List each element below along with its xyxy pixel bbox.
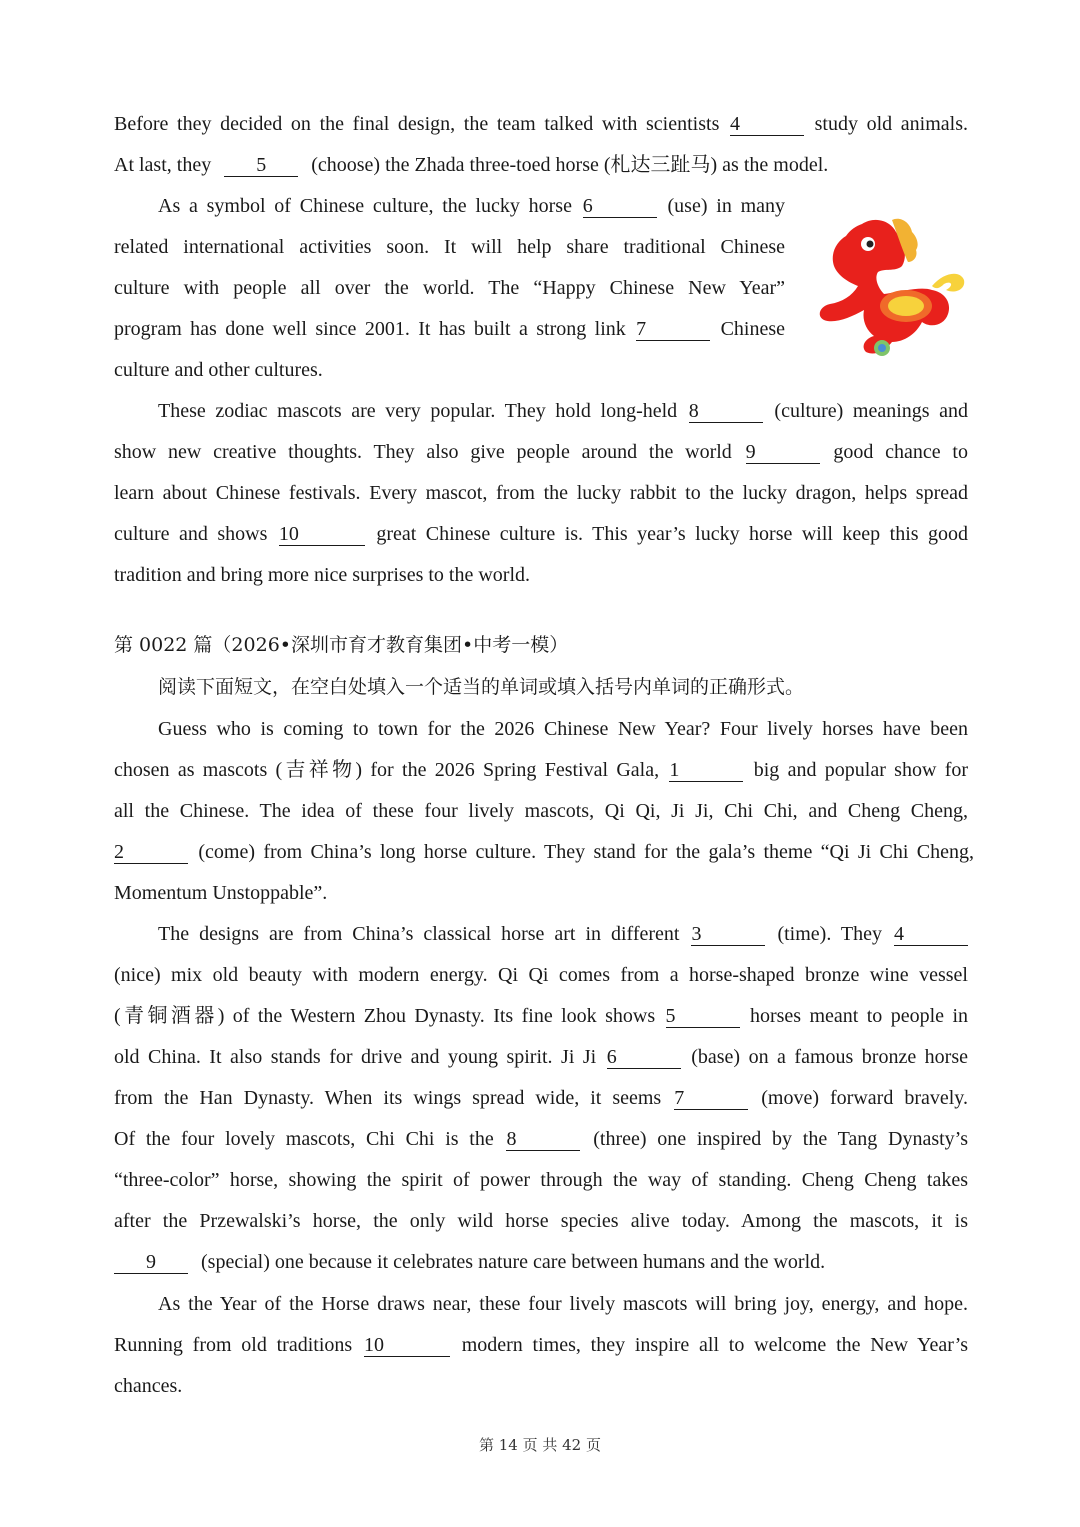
passage-a-line: culture with people all over the world. The “Happy Chinese New Year” [114, 277, 785, 299]
text-segment: good chance to [833, 441, 968, 463]
passage-a-line [114, 315, 785, 343]
text-segment: (use) in many [667, 195, 786, 217]
answer-blank: 4 [894, 923, 968, 946]
text-segment: culture and shows [114, 523, 268, 545]
answer-blank: 6 [583, 195, 657, 218]
text-segment: chosen as mascots (吉祥物) for the 2026 Spring Festival Gala, [114, 759, 660, 781]
answer-blank: 4 [730, 113, 804, 136]
text-segment: from the Han Dynasty. When its wings spread wide, it seems [114, 1087, 662, 1109]
text-segment: At last, they [114, 154, 212, 176]
passage-b-line [114, 1125, 968, 1153]
horse-tail-shape [932, 274, 964, 292]
text-segment: program has done well since 2001. It has built a strong link [114, 318, 626, 340]
passage-b-line [114, 1002, 968, 1030]
passage-b-line: Momentum Unstoppable”. [114, 882, 328, 904]
answer-blank: 8 [689, 400, 763, 423]
answer-blank: 10 [279, 523, 365, 546]
passage-b-line: As the Year of the Horse draws near, these four lively mascots will bring joy, energy, and hope. [158, 1293, 968, 1315]
text-segment: These zodiac mascots are very popular. They hold long-held [158, 400, 678, 422]
answer-blank: 1 [669, 759, 743, 782]
answer-blank: 5 [666, 1005, 740, 1028]
text-segment: As a symbol of Chinese culture, the lucky horse [158, 195, 572, 217]
passage-b-line: after the Przewalski’s horse, the only wild horse species alive today. Among the mascots, it is [114, 1210, 968, 1232]
saddle-pattern-shape [888, 296, 924, 316]
passage-a-line: tradition and bring more nice surprises to the world. [114, 564, 531, 586]
text-segment: Of the four lovely mascots, Chi Chi is the [114, 1128, 494, 1150]
instruction-text: 阅读下面短文，在空白处填入一个适当的单词或填入括号内单词的正确形式。 [158, 676, 805, 698]
passage-b-line: all the Chinese. The idea of these four lively mascots, Qi Qi, Ji Ji, Chi Chi, and Cheng Cheng, [114, 800, 968, 822]
passage-a-line [158, 397, 968, 425]
text-segment: big and popular show for [753, 759, 969, 781]
answer-blank: 7 [674, 1087, 748, 1110]
text-segment: (time). They [777, 923, 883, 945]
passage-b-line [114, 1043, 968, 1071]
text-segment: (base) on a famous bronze horse [691, 1046, 969, 1068]
passage-b-line [114, 1084, 968, 1112]
passage-b-line: (nice) mix old beauty with modern energy. Qi Qi comes from a horse-shaped bronze wine vessel [114, 964, 968, 986]
text-segment: (move) forward bravely. [761, 1087, 968, 1109]
answer-blank: 2 [114, 841, 188, 864]
passage-a-line [158, 192, 785, 220]
answer-blank: 6 [607, 1046, 681, 1069]
text-segment: old China. It also stands for drive and young spirit. Ji Ji [114, 1046, 597, 1068]
text-segment: great Chinese culture is. This year’s lucky horse will keep this good [376, 523, 969, 545]
answer-blank: 9 [746, 441, 820, 464]
passage-b-line [114, 838, 974, 866]
passage-a-line [114, 520, 968, 548]
section-heading: 第 0022 篇（2026•深圳市育才教育集团•中考一模） [114, 634, 569, 656]
text-segment: (three) one inspired by the Tang Dynasty’s [593, 1128, 969, 1150]
text-segment: (come) from China’s long horse culture. They stand for the gala’s theme “Qi Ji Chi Cheng, [198, 841, 975, 863]
answer-blank: 9 [114, 1251, 188, 1274]
passage-a-line: learn about Chinese festivals. Every mascot, from the lucky rabbit to the lucky dragon, helps spread [114, 482, 968, 504]
passage-a-line: related international activities soon. It will help share traditional Chinese [114, 236, 785, 258]
flower-center-shape [878, 344, 886, 352]
passage-a-line [114, 438, 968, 466]
answer-blank: 5 [224, 154, 298, 177]
answer-blank: 10 [364, 1334, 450, 1357]
passage-a-line [114, 110, 968, 138]
text-segment: modern times, they inspire all to welcome the New Year’s [461, 1334, 968, 1356]
lucky-horse-mascot-image [804, 206, 966, 362]
answer-blank: 7 [636, 318, 710, 341]
passage-a-line [114, 151, 968, 179]
text-segment: (青铜酒器) of the Western Zhou Dynasty. Its fine look shows [114, 1005, 656, 1027]
passage-b-line: Guess who is coming to town for the 2026 Chinese New Year? Four lively horses have been [158, 718, 968, 740]
text-segment: horses meant to people in [749, 1005, 969, 1027]
passage-b-line: chances. [114, 1375, 183, 1397]
text-segment: Running from old traditions [114, 1334, 353, 1356]
text-segment: study old animals. [814, 113, 969, 135]
passage-b-line [114, 1331, 968, 1359]
passage-b-line [114, 756, 968, 784]
answer-blank: 3 [691, 923, 765, 946]
text-segment: Before they decided on the final design, the team talked with scientists [114, 113, 720, 135]
text-segment: Chinese [720, 318, 786, 340]
passage-b-line [114, 1248, 968, 1276]
passage-b-line [158, 920, 968, 948]
text-segment: show new creative thoughts. They also give people around the world [114, 441, 732, 463]
page-footer: 第 14 页 共 42 页 [478, 1436, 601, 1454]
text-segment: (special) one because it celebrates nature care between humans and the world. [201, 1251, 826, 1273]
text-segment: (culture) meanings and [774, 400, 969, 422]
passage-a-line: culture and other cultures. [114, 359, 323, 381]
text-segment: (choose) the Zhada three-toed horse (札达三趾马) as the model. [311, 154, 829, 176]
answer-blank: 8 [506, 1128, 580, 1151]
horse-eye-pupil [867, 241, 874, 248]
passage-b-line: “three-color” horse, showing the spirit of power through the way of standing. Cheng Cheng takes [114, 1169, 968, 1191]
horse-body-shape [820, 220, 949, 354]
text-segment: The designs are from China’s classical horse art in different [158, 923, 680, 945]
